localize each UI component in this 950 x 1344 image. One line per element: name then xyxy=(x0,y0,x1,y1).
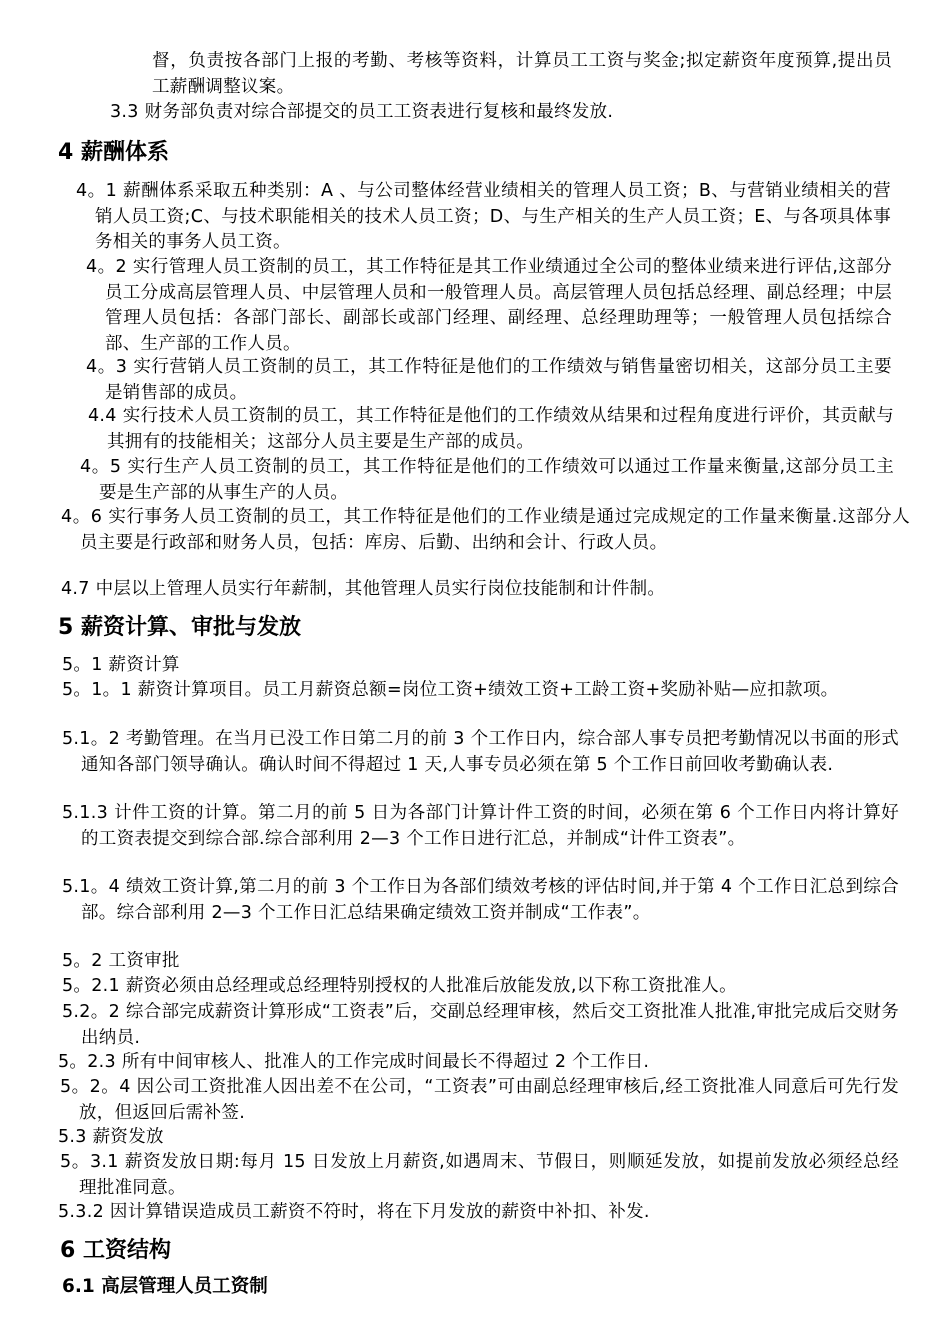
paragraph-section-5-3: 5.3 薪资发放 xyxy=(58,1127,164,1147)
paragraph-section-3-2-continued: 督，负责按各部门上报的考勤、考核等资料，计算员工工资与奖金;拟定薪资年度预算,提出员工薪酬调整议案。 xyxy=(152,51,892,97)
paragraph-section-4-6: 4。6 实行事务人员工资制的员工，其工作特征是他们的工作业绩是通过完成规定的工作量来衡量.这部分人员主要是行政部和财务人员，包括：库房、后勤、出纳和会计、行政人员。 xyxy=(61,507,910,553)
paragraph-section-4-4: 4.4 实行技术人员工资制的员工，其工作特征是他们的工作绩效从结果和过程角度进行评价，其贡献与其拥有的技能相关；这部分人员主要是生产部的成员。 xyxy=(88,406,894,452)
heading-section-5: 5 薪资计算、审批与发放 xyxy=(58,615,301,640)
paragraph-section-5-1: 5。1 薪资计算 xyxy=(62,655,180,675)
heading-section-6: 6 工资结构 xyxy=(60,1238,171,1263)
paragraph-section-4-5: 4。5 实行生产人员工资制的员工，其工作特征是他们的工作绩效可以通过工作量来衡量,这部分员工主要是生产部的从事生产的人员。 xyxy=(80,457,894,503)
paragraph-section-5-3-1: 5。3.1 薪资发放日期:每月 15 日发放上月薪资,如遇周末、节假日，则顺延发放，如提前发放必须经总经理批准同意。 xyxy=(60,1152,899,1198)
paragraph-section-5-3-2: 5.3.2 因计算错误造成员工薪资不符时，将在下月发放的薪资中补扣、补发. xyxy=(58,1202,650,1222)
paragraph-section-5-2-4: 5。2。4 因公司工资批准人因出差不在公司，“工资表”可由副总经理审核后,经工资批准人同意后可先行发放，但返回后需补签. xyxy=(60,1077,899,1123)
paragraph-section-5-1-2: 5.1。2 考勤管理。在当月已没工作日第二月的前 3 个工作日内，综合部人事专员把考勤情况以书面的形式通知各部门领导确认。确认时间不得超过 1 天,人事专员必须在第 5 个工作日前回收考勤确认表. xyxy=(62,729,899,775)
paragraph-section-4-1: 4。1 薪酬体系采取五种类别：A 、与公司整体经营业绩相关的管理人员工资；B、与营销业绩相关的营销人员工资;C、与技术职能相关的技术人员工资；D、与生产相关的生产人员工资；E、与各项具体事务相关的事务人员工资。 xyxy=(76,181,891,252)
paragraph-section-4-3: 4。3 实行营销人员工资制的员工，其工作特征是他们的工作绩效与销售量密切相关，这部分员工主要是销售部的成员。 xyxy=(86,357,892,403)
paragraph-section-5-1-4: 5.1。4 绩效工资计算,第二月的前 3 个工作日为各部们绩效考核的评估时间,并于第 4 个工作日汇总到综合部。综合部利用 2—3 个工作日汇总结果确定绩效工资并制成“工作表”。 xyxy=(62,877,899,923)
heading-section-6-1: 6.1 高层管理人员工资制 xyxy=(62,1276,268,1297)
paragraph-section-5-2-1: 5。2.1 薪资必须由总经理或总经理特别授权的人批准后放能发放,以下称工资批准人。 xyxy=(62,976,737,996)
paragraph-section-5-2-2: 5.2。2 综合部完成薪资计算形成“工资表”后，交副总经理审核，然后交工资批准人批准,审批完成后交财务出纳员. xyxy=(62,1002,899,1048)
paragraph-section-4-7: 4.7 中层以上管理人员实行年薪制，其他管理人员实行岗位技能制和计件制。 xyxy=(61,579,666,599)
paragraph-section-4-2: 4。2 实行管理人员工资制的员工，其工作特征是其工作业绩通过全公司的整体业绩来进行评估,这部分员工分成高层管理人员、中层管理人员和一般管理人员。高层管理人员包括总经理、副总经理；中层管理人员包括：各部门部长、副部长或部门经理、副经理、总经理助理等；一般管理人员包括综合部、生产部的工作人员。 xyxy=(86,257,892,354)
paragraph-section-3-3: 3.3 财务部负责对综合部提交的员工工资表进行复核和最终发放. xyxy=(110,102,614,122)
paragraph-section-5-2-3: 5。2.3 所有中间审核人、批准人的工作完成时间最长不得超过 2 个工作日. xyxy=(58,1052,650,1072)
paragraph-section-5-1-3: 5.1.3 计件工资的计算。第二月的前 5 日为各部门计算计件工资的时间，必须在第 6 个工作日内将计算好的工资表提交到综合部.综合部利用 2—3 个工作日进行汇总，并制成“计件工资表”。 xyxy=(62,803,899,849)
paragraph-section-5-1-1: 5。1。1 薪资计算项目。员工月薪资总额=岗位工资+绩效工资+工龄工资+奖励补贴—应扣款项。 xyxy=(62,680,839,700)
heading-section-4: 4 薪酬体系 xyxy=(58,140,169,165)
paragraph-section-5-2: 5。2 工资审批 xyxy=(62,951,180,971)
